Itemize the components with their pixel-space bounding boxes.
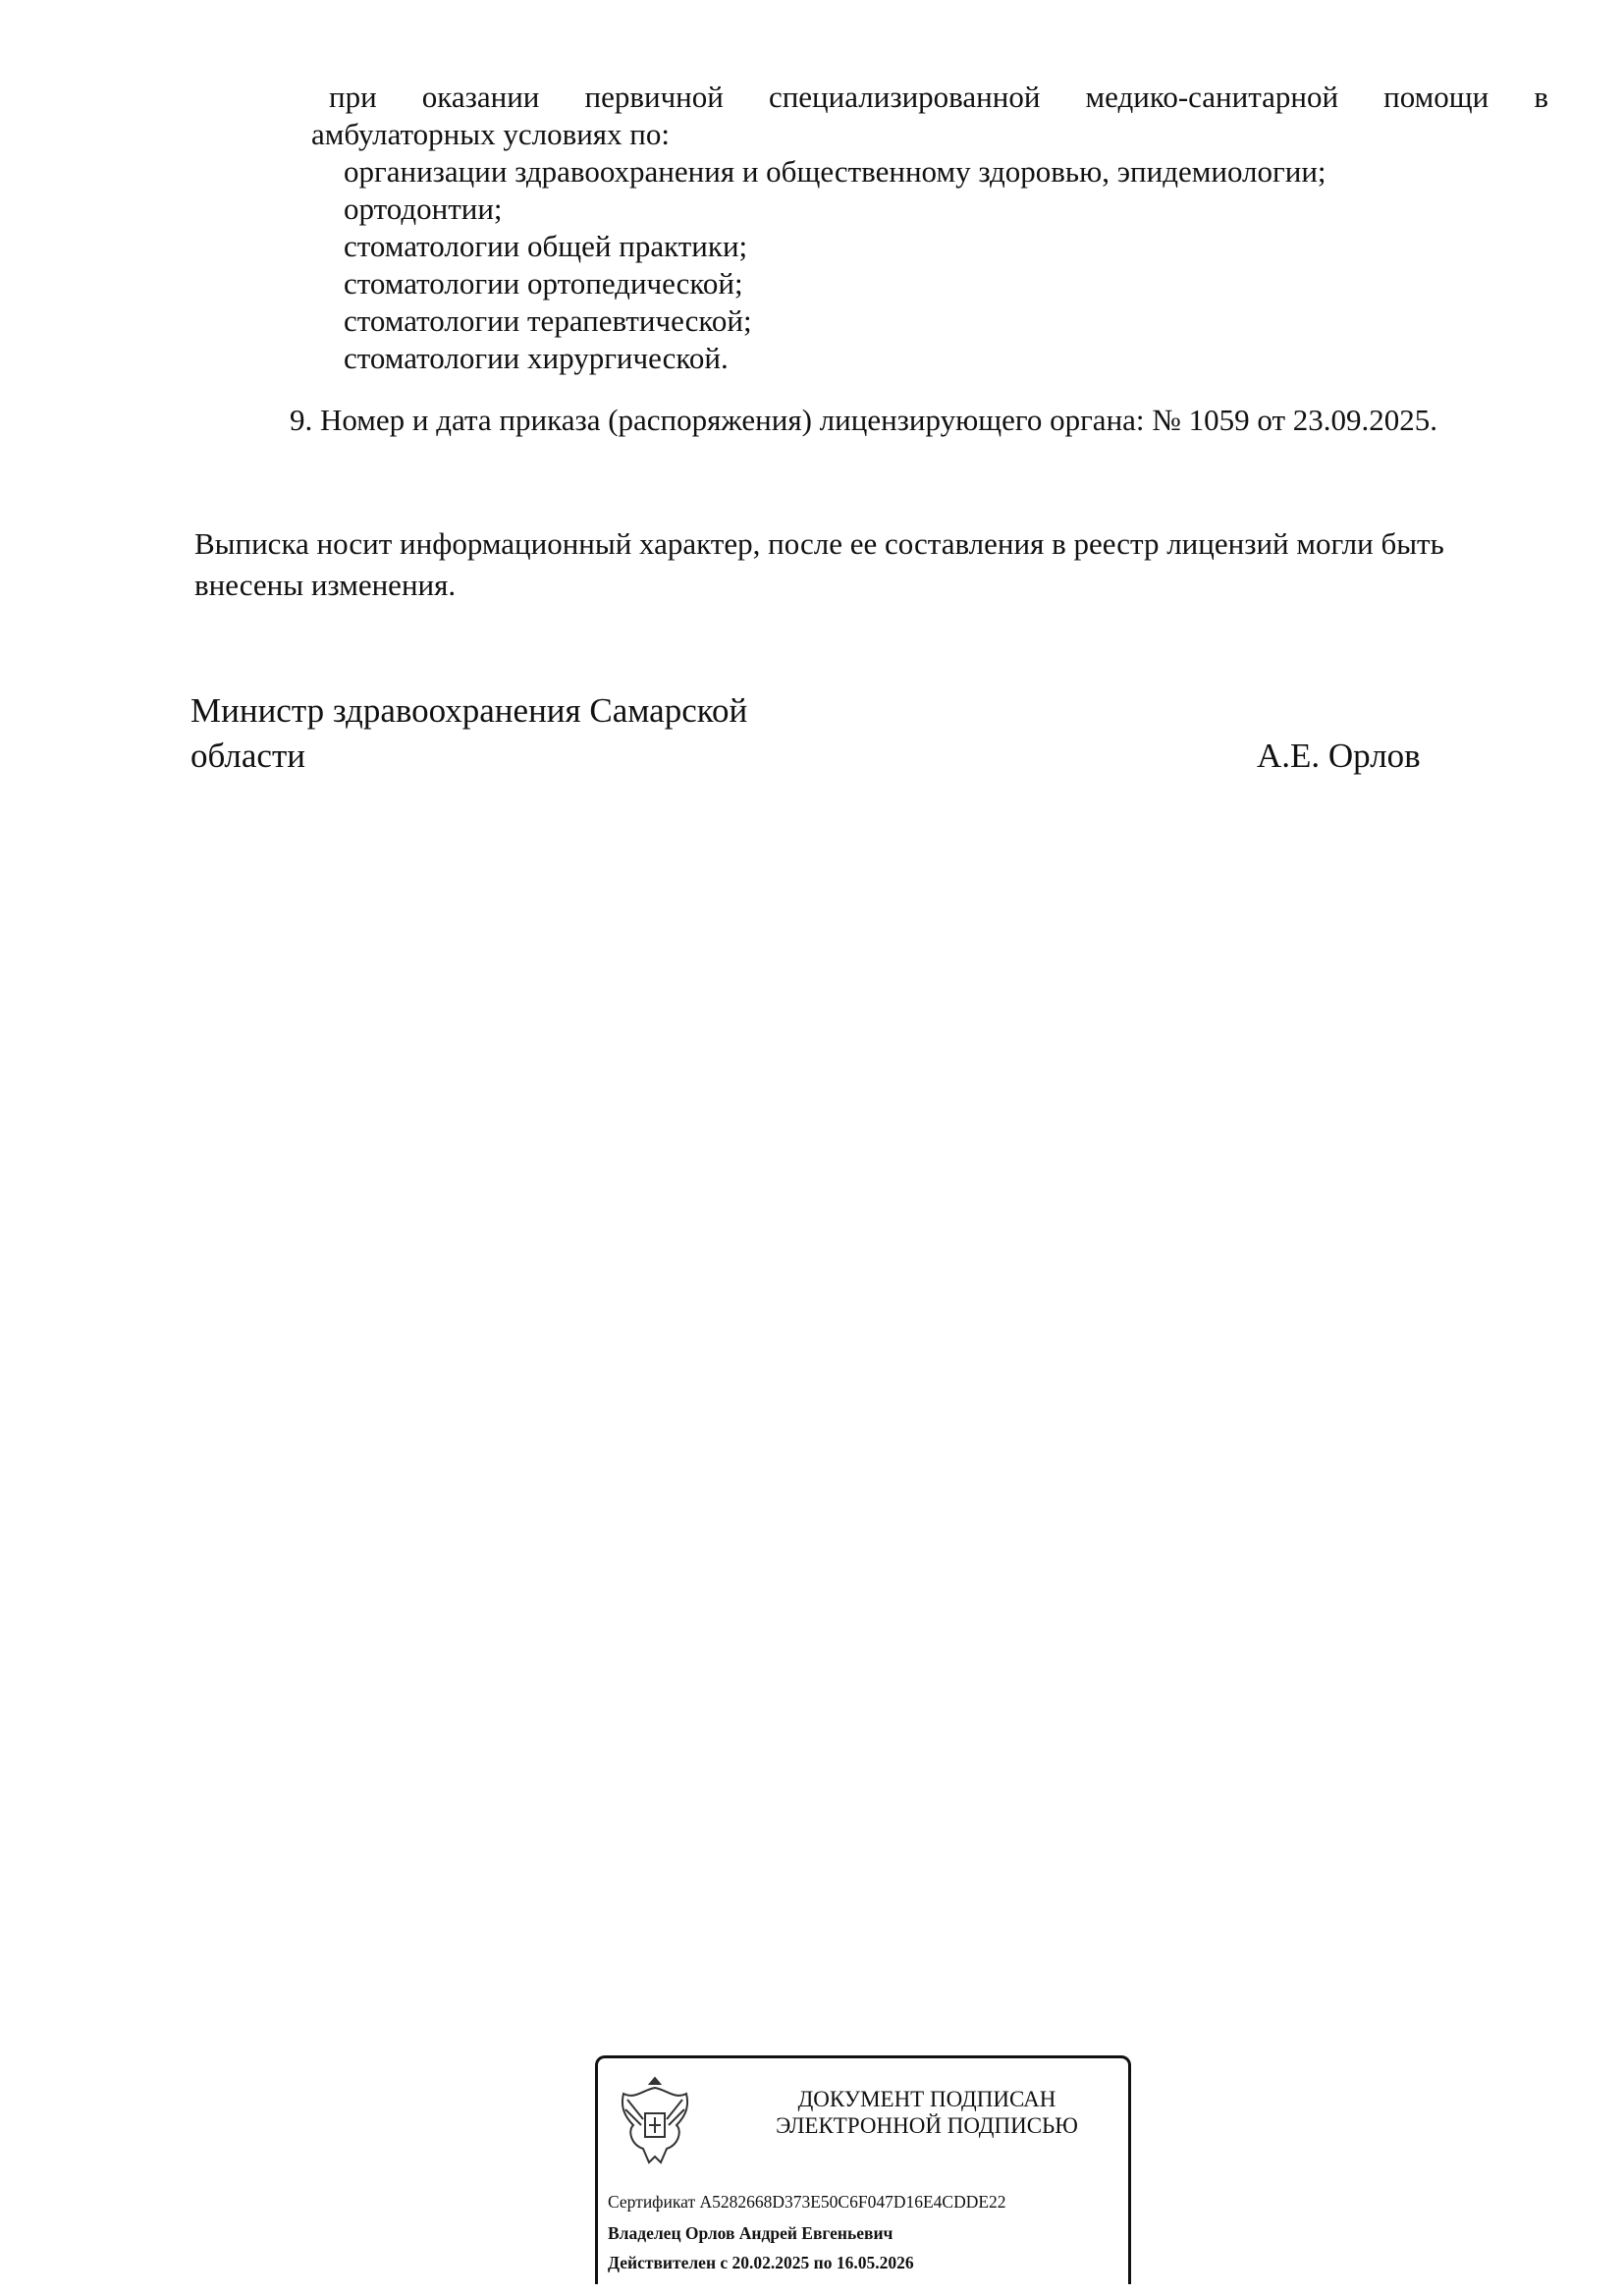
stamp-title-2: ЭЛЕКТРОННОЙ ПОДПИСЬЮ xyxy=(776,2113,1078,2138)
list-item: стоматологии терапевтической; xyxy=(344,303,752,338)
intro-line-1: при оказании первичной специализированной медико-санитарной помощи в xyxy=(329,80,1548,114)
owner-value: Орлов Андрей Евгеньевич xyxy=(684,2223,893,2243)
signer-name: А.Е. Орлов xyxy=(1257,737,1421,775)
note-line-2: внесены изменения. xyxy=(194,568,457,602)
coat-of-arms-icon xyxy=(614,2070,696,2168)
electronic-signature-stamp xyxy=(595,2055,1131,2284)
cert-label: Сертификат xyxy=(608,2192,696,2212)
owner-label: Владелец xyxy=(608,2223,681,2243)
intro-line-2: амбулаторных условиях по: xyxy=(311,117,671,151)
note-line-1: Выписка носит информационный характер, после ее составления в реестр лицензий могли быть xyxy=(194,526,1444,561)
list-item: стоматологии ортопедической; xyxy=(344,266,743,301)
stamp-title xyxy=(745,2086,1109,2139)
cert-value: A5282668D373E50C6F047D16E4CDDE22 xyxy=(699,2192,1006,2212)
item-9-order: 9. Номер и дата приказа (распоряжения) лицензирующего органа: № 1059 от 23.09.2025. xyxy=(290,403,1437,437)
signer-position-1: Министр здравоохранения Самарской xyxy=(190,691,748,730)
owner-line xyxy=(608,2223,893,2244)
certificate-line xyxy=(608,2192,1006,2213)
list-item: стоматологии общей практики; xyxy=(344,229,748,263)
list-item: ортодонтии; xyxy=(344,191,503,226)
signer-position-2: области xyxy=(190,737,305,775)
list-item: стоматологии хирургической. xyxy=(344,341,729,375)
list-item: организации здравоохранения и общественному здоровью, эпидемиологии; xyxy=(344,154,1326,189)
validity-line: Действителен с 20.02.2025 по 16.05.2026 xyxy=(608,2253,914,2272)
stamp-title-1: ДОКУМЕНТ ПОДПИСАН xyxy=(797,2087,1056,2111)
